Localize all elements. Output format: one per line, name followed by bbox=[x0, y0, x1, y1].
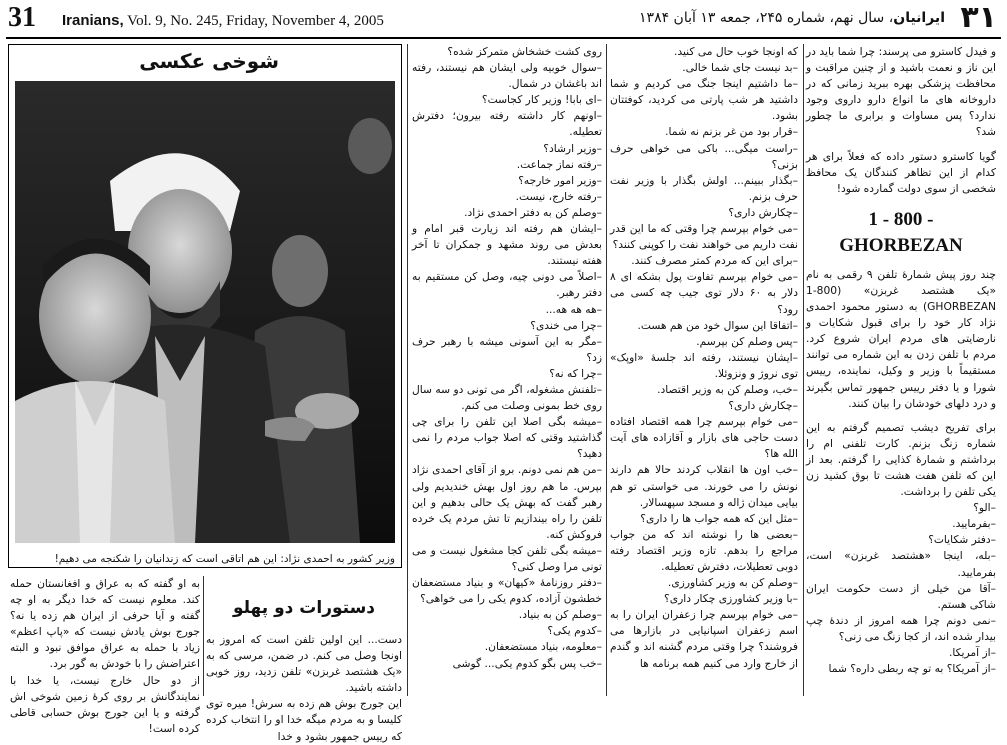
dialogue-line: –چرا که نه؟ bbox=[549, 366, 602, 380]
paragraph: گویا کاسترو دستور داده که فعلاً برای هر کدام از این تظاهر کنندگان یک محافظ شخصی از سوی دولت گمارده شود! bbox=[806, 149, 996, 195]
dialogue-line: –بد نیست جای شما خالی. bbox=[682, 61, 798, 75]
dialogue-line: –می خوام بپرسم چرا زعفران ایران را به اسم زعفران اسپانیایی در بازارها می فروشند؟ چرا وقتی مردم گشنه اند و گندم از خارج وارد می کنیم همه برنامه ها bbox=[610, 608, 798, 670]
dialogue-line: –اونهم کار داشته رفته بیرون؛ دفترش تعطیله. bbox=[412, 109, 602, 139]
photo-box bbox=[8, 44, 402, 568]
article-headline: دستورات دو پهلو bbox=[232, 598, 376, 618]
dialogue-line: –ما داشتیم اینجا جنگ می کردیم و شما داشتید هر شب پارتی می کردید، کوفتتان بشود. bbox=[610, 77, 798, 123]
paragraph: چند روز پیش شمارهٔ تلفن ۹ رقمی به نام «یک هشتصد غربزن» (800-1 GHORBEZAN) به دستور محمود احمدی نژاد کار خود را برای قبول شکایات و نارضایتی های مردم ایران شروع کرد. مردم با تلفن زدن به این شماره می توانند مستقیماً با وزیر و وکیل، نماینده، رییس شورا و یا دفتر رییس جمهور تماس بگیرند و درد دلهای خودشان را بیان کنند. bbox=[806, 267, 996, 410]
dialogue-line: –خب پس بگو کدوم یکی... گوشی bbox=[452, 656, 602, 670]
dialogue-line: –میشه بگی تلفن کجا مشغول نیست و می تونی مرا وصل کنی؟ bbox=[412, 543, 602, 573]
dialogue-line: –اتفاقا این سوال خود من هم هست. bbox=[637, 318, 798, 332]
photo-box-title: شوخی عکسی bbox=[139, 49, 279, 73]
dialogue-line: روی کشت خشخاش متمرکز شده؟ bbox=[447, 45, 602, 58]
headline-line: 1 - 800 - bbox=[868, 208, 934, 230]
paragraph: به او گفته که به عراق و افغانستان حمله کند. معلوم نیست که خدا دیگر به او چه گفته و آیا حرفی از ایران هم زده یا نه؟ جورج بوش یادش نیست که «پاپ اعظم» زیاد با حمله به عراق موافق نبود و البته اعتراضش را با خودش به گور برد. bbox=[10, 577, 200, 671]
dialogue-line: –وصلم کن به دفتر احمدی نژاد. bbox=[464, 205, 602, 219]
masthead-english-issue: Vol. 9, No. 245, Friday, November 4, 2005 bbox=[123, 13, 384, 29]
dialogue-line: –بله، اینجا «هشتصد غربزن» است، بفرمایید. bbox=[806, 549, 996, 579]
dialogue-line: –خب، وصلم کن به وزیر اقتصاد. bbox=[657, 382, 798, 396]
dialogue-line: –بعضی ها را نوشته اند که من جواب مراجع را بدهم. تازه وزیر اقتصاد رفته دوبی تعطیلات، دفترش تعطیله. bbox=[610, 527, 798, 573]
page-number-right: ۳۱ bbox=[960, 0, 997, 35]
headline-line: GHORBEZAN bbox=[839, 234, 963, 256]
page-number-left: 31 bbox=[8, 2, 36, 33]
dialogue-line: –بگذار ببینم... اولش بگذار با وزیر نفت حرف بزنم. bbox=[610, 173, 798, 203]
dialogue-line: –من هم نمی دونم. برو از آقای احمدی نژاد بپرس. ما هم روز اول بهش خندیدیم ولی رهبر گفت که بهش یک حالی بدهیم و این تلفن را راه بیندازیم تا تش مردم یک خرده فروکش کنه. bbox=[412, 463, 602, 541]
dialogue-line: –مثل این که همه جواب ها را داری؟ bbox=[640, 511, 798, 525]
dialogue-line: –اصلاً می دونی چیه، وصل کن مستقیم به دفتر رهبر. bbox=[412, 270, 602, 300]
dialogue-line: –دفتر شکایات؟ bbox=[928, 533, 996, 547]
dialogue-line: –الو؟ bbox=[973, 501, 996, 515]
dialogue-line: –وزیر امور خارجه؟ bbox=[518, 173, 602, 187]
dialogue-line: –میشه بگی اصلا این تلفن را برای چی گذاشتید وقتی که اصلا جواب مردم را نمی دهید؟ bbox=[412, 415, 602, 461]
paragraph: این جورج بوش هم زده به سرش! میره توی کلیسا و به مردم میگه خدا او را انتخاب کرده که رییس جمهور بشود و خدا bbox=[206, 697, 402, 743]
dialogue-line: –رفته خارج، نیست. bbox=[515, 189, 602, 203]
dialogue-line: –ایشان نیستند، رفته اند جلسهٔ «اوپک» توی نروژ و ونزوئلا. bbox=[610, 350, 798, 380]
photo-caption: وزیر کشور به احمدی نژاد: این هم اتاقی است که زندانیان را شکنجه می دهیم! bbox=[54, 553, 395, 565]
masthead-persian-title: ایرانیان bbox=[893, 10, 945, 26]
column-divider bbox=[606, 44, 607, 696]
dialogue-line: –خب اون ها انقلاب کردند حالا هم دارند نونش را می خورند. می خواستی تو هم بیایی میدان ژاله و مسجد سپهسالار. bbox=[610, 463, 798, 509]
dialogue-line: –آقا من خیلی از دست حکومت ایران شاکی هستم. bbox=[806, 581, 996, 611]
dialogue-line: –وصلم کن به وزیر کشاورزی. bbox=[667, 576, 798, 590]
dialogue-line: –پس وصلم کن بپرسم. bbox=[696, 334, 798, 348]
column-divider bbox=[803, 44, 804, 696]
news-photo bbox=[15, 81, 395, 543]
article-column-5 bbox=[10, 576, 200, 735]
dialogue-line: –راست میگی... باکی می خواهی حرف بزنی؟ bbox=[610, 141, 798, 171]
dialogue-line: –دفتر روزنامهٔ «کیهان» و بنیاد مستضعفان خطشون آزاده، کدوم یکی را می خواهی؟ bbox=[412, 576, 602, 606]
dialogue-line: –چرا می خندی؟ bbox=[530, 318, 602, 332]
dialogue-line: –از آمریکا؟ به تو چه ربطی داره؟ شما bbox=[828, 662, 996, 676]
article-column-4 bbox=[206, 632, 402, 743]
dialogue-line: –می خوام بپرسم چرا همه اقتصاد افتاده دست حاجی های بازار و آقازاده های آیت الله ها؟ bbox=[610, 415, 798, 461]
article-column-3 bbox=[412, 44, 602, 696]
column-divider bbox=[407, 44, 408, 696]
article-column-2 bbox=[610, 44, 798, 696]
masthead-english bbox=[62, 12, 384, 30]
dialogue-line: –نمی دونم چرا همه امروز از دندهٔ چپ بیدار شده اند، از کجا زنگ می زنی؟ bbox=[806, 613, 996, 643]
dialogue-line: –چکارش داری؟ bbox=[728, 205, 798, 219]
dialogue-line: –برای این که مردم کمتر مصرف کنند. bbox=[631, 254, 798, 268]
article-column-1 bbox=[806, 44, 996, 696]
paragraph: از دو حال خارج نیست، یا خدا با نمایندگانش بر روی کرهٔ زمین شوخی اش گرفته و یا این جورج بوش حسابی قاطی کرده است! bbox=[10, 673, 200, 735]
article-headline bbox=[806, 207, 996, 259]
dialogue-line: –کدوم یکی؟ bbox=[547, 624, 602, 638]
dialogue-line: –با وزیر کشاورزی چکار داری؟ bbox=[664, 592, 798, 606]
dialogue-line: –رفته نماز جماعت. bbox=[516, 157, 602, 171]
dialogue-line: –بفرمایید. bbox=[952, 517, 996, 531]
dialogue-line: که اونجا خوب حال می کنید. bbox=[673, 45, 798, 58]
dialogue-line: –هه هه هه... bbox=[545, 302, 602, 316]
dialogue-line: –ای بابا! وزیر کار کجاست؟ bbox=[481, 93, 602, 107]
dialogue-line: –معلومه، بنیاد مستضعفان. bbox=[484, 640, 602, 654]
column-divider bbox=[203, 576, 204, 696]
paragraph: دست... این اولین تلفن است که امروز به اونجا وصل می کنم. در ضمن، مرسی که به «یک هشتصد غربزن» تلفن زدید، روز خوبی داشته باشید. bbox=[206, 633, 402, 695]
masthead-persian-issue: ، سال نهم، شماره ۲۴۵، جمعه ۱۳ آبان ۱۳۸۴ bbox=[639, 10, 894, 26]
dialogue-line: –سوال خوبیه ولی ایشان هم نیستند، رفته اند باغشان در شمال. bbox=[412, 61, 602, 91]
paragraph: برای تفریح دیشب تصمیم گرفتم به این شماره زنگ بزنم. کارت تلفنی ام را برداشتم و شمارهٔ کذایی را گرفتم. بعد از این که تلفن هفت هشت تا بوق کشید زن یکی تلفن را برداشت. bbox=[806, 420, 996, 499]
dialogue-line: –چکارش داری؟ bbox=[728, 399, 798, 413]
dialogue-line: –تلفنش مشغوله، اگر می تونی دو سه سال روی خط بمونی وصلت می کنم. bbox=[412, 382, 602, 413]
dialogue-line: –می خوام بپرسم تفاوت پول بشکه ای ۸ دلار به ۶۰ دلار توی جیب چه کسی می رود؟ bbox=[610, 270, 798, 316]
masthead-persian bbox=[639, 10, 945, 26]
dialogue-line: –می خوام بپرسم چرا وقتی که ما این قدر نفت داریم می خواهند نفت را کوپنی کنند؟ bbox=[610, 222, 798, 252]
dialogue-line: –از آمریکا. bbox=[949, 646, 996, 659]
dialogue-line: –وصلم کن به بنیاد. bbox=[518, 608, 602, 622]
dialogue-line: –ایشان هم رفته اند زیارت قبر امام و بعدش می روند مشهد و جمکران تا آخر هفته نیستند. bbox=[412, 222, 602, 268]
dialogue-line: –وزیر ارشاد؟ bbox=[543, 141, 602, 155]
dialogue-line: –قرار بود من غر بزنم نه شما. bbox=[665, 125, 798, 139]
header-rule bbox=[6, 37, 1001, 39]
dialogue-line: –مگر به این آسونی میشه با رهبر حرف زد؟ bbox=[412, 334, 602, 364]
paragraph: و فیدل کاسترو می پرسند: چرا شما باید در این ناز و نعمت باشید و از چنین مراقبت و محافظت پزشکی بهره ببرید زمانی که در داروخانه های ما انواع دارو داروی وجود ندارد؟ پس مساوات و برابری ما چطور شد؟ bbox=[806, 45, 996, 139]
page-header bbox=[0, 0, 1007, 36]
masthead-english-title: Iranians, bbox=[62, 12, 124, 29]
